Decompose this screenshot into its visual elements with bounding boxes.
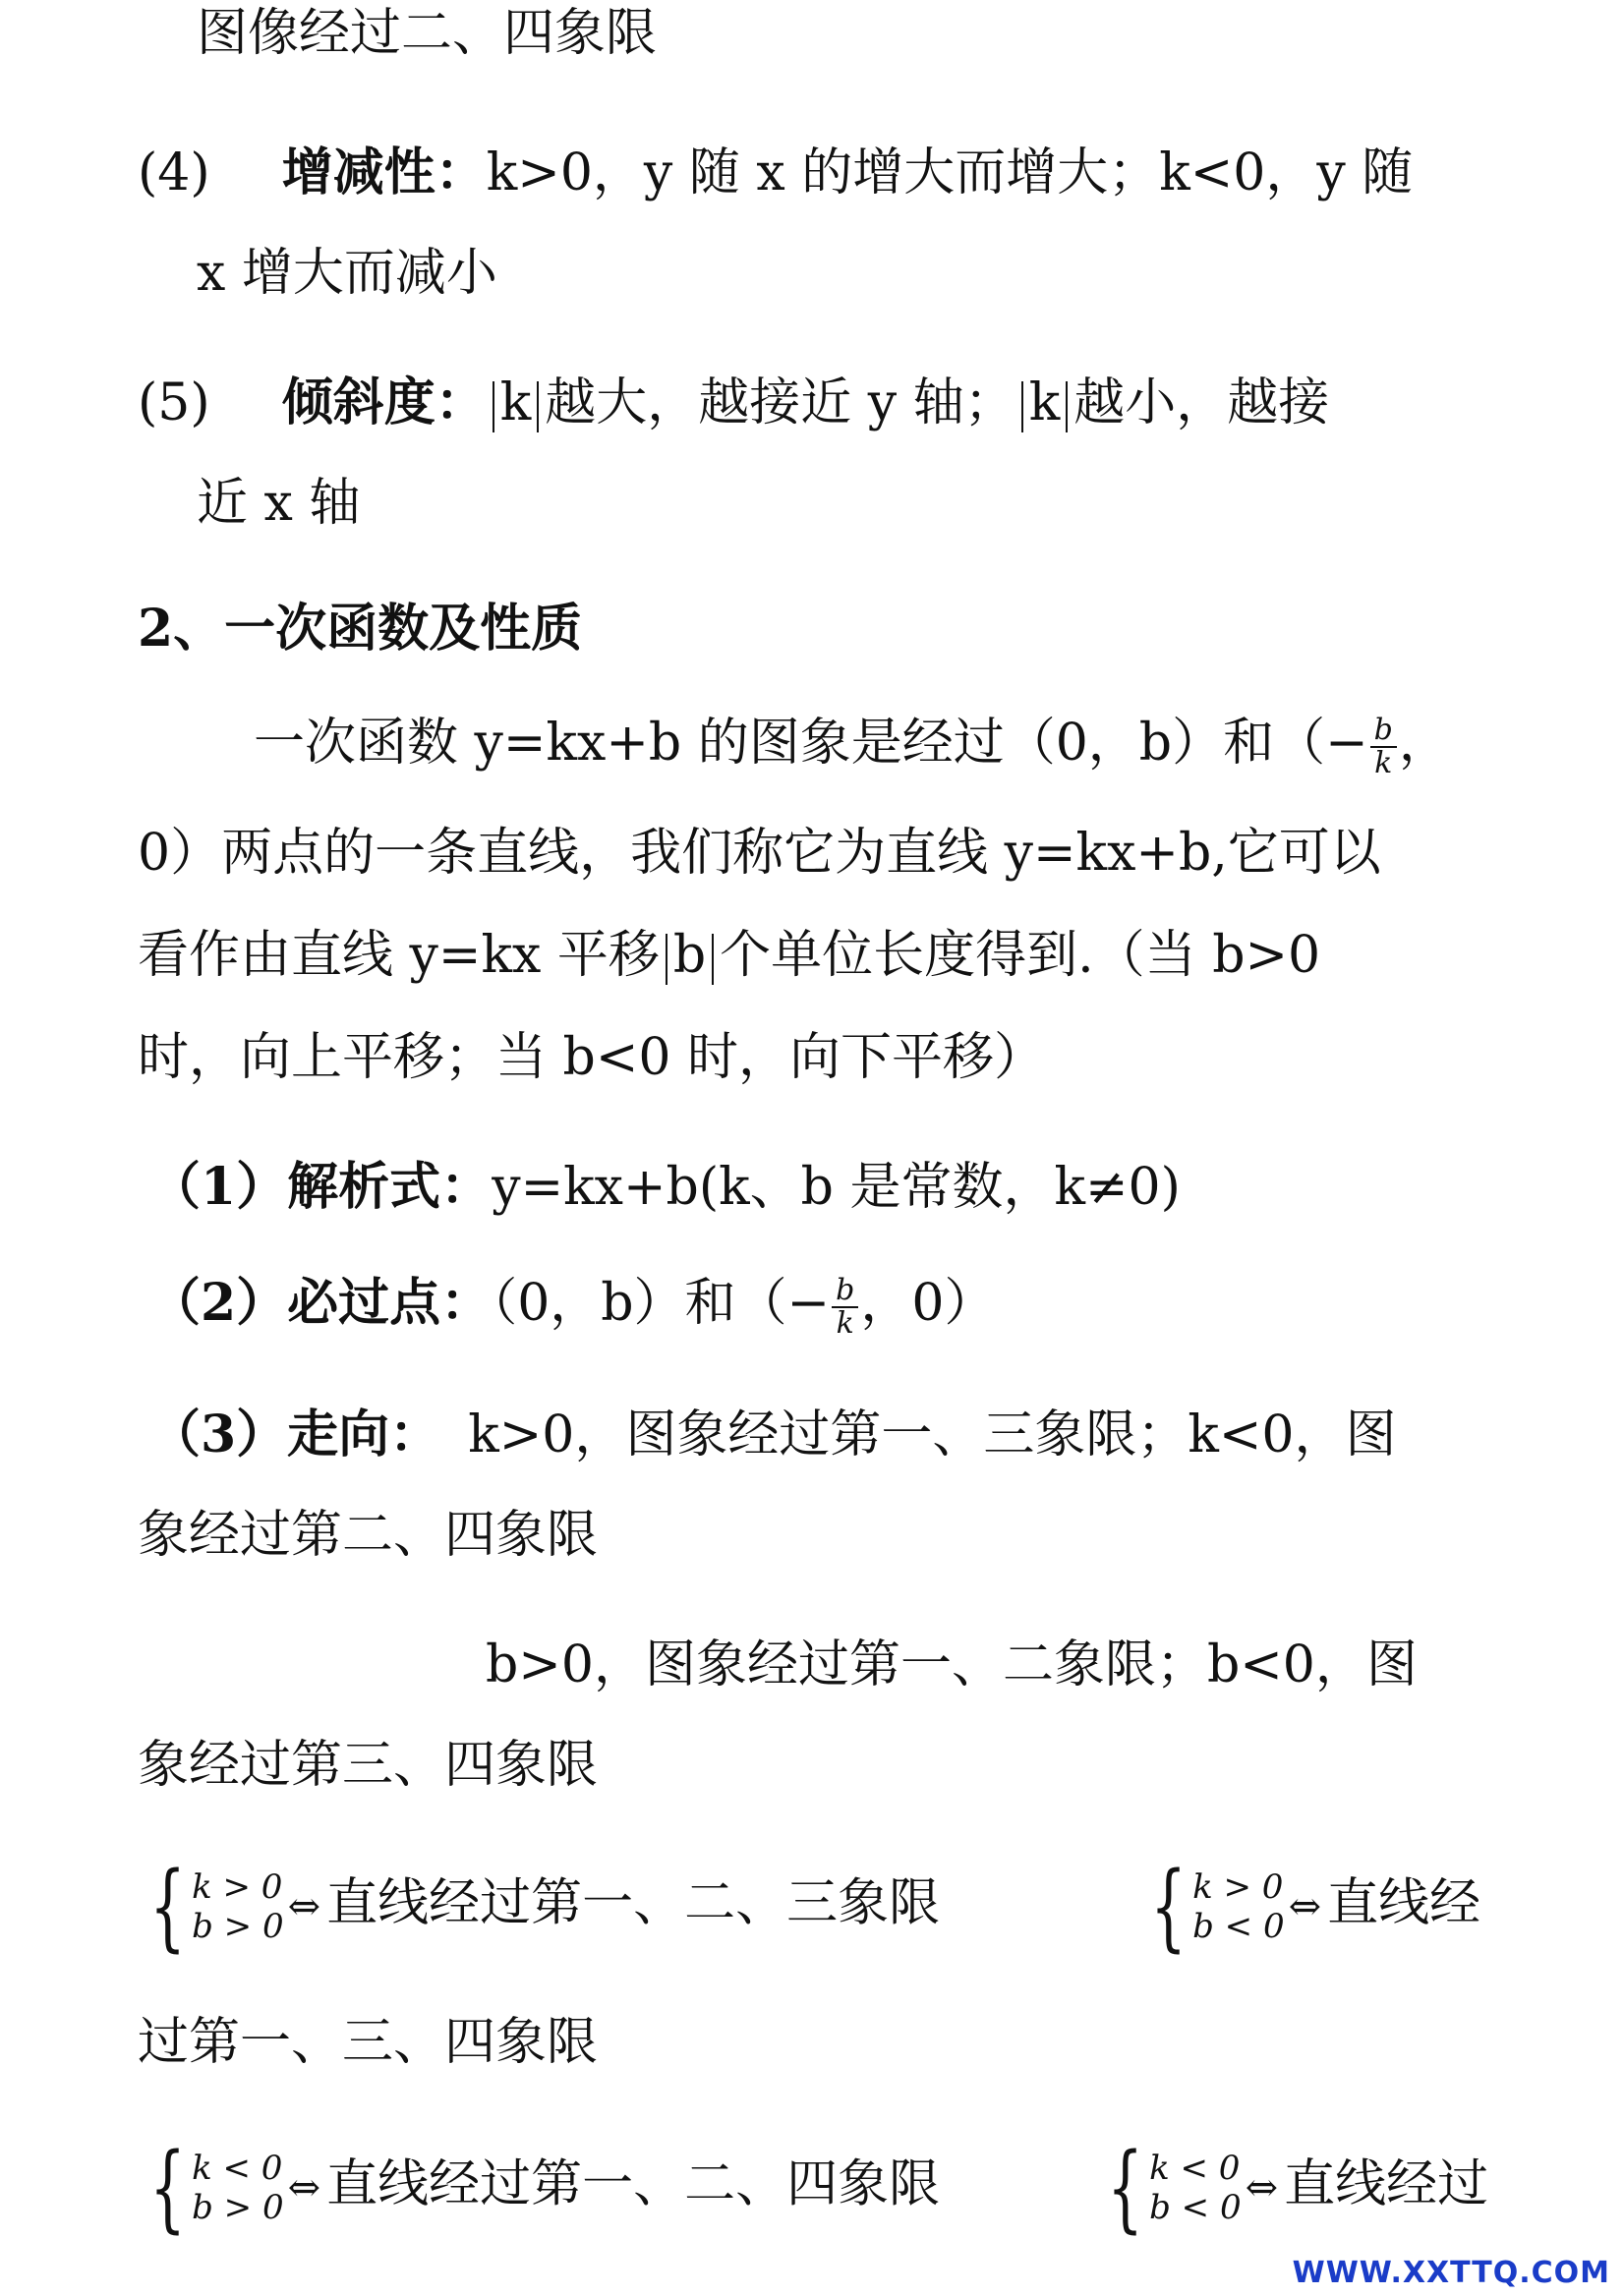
abs-k-2: k xyxy=(1028,373,1061,432)
point-3-b-text: b>0，图象经过第一、二象限；b<0，图 xyxy=(486,1636,1418,1694)
para-line-3 xyxy=(138,924,1320,987)
iff-symbol: ⇔ xyxy=(287,2165,321,2210)
point-2-label: （2）必过点： xyxy=(149,1273,493,1333)
item-4-continuation: x 增大而减小 xyxy=(197,244,497,303)
item-4-text: k>0，y 随 x 的增大而增大；k<0，y 随 xyxy=(486,144,1414,202)
system-3-text: 直线经过第一、二、四象限 xyxy=(326,2154,941,2214)
system-2-row-1: k > 0 xyxy=(1192,1867,1284,1907)
iff-symbol: ⇔ xyxy=(1245,2165,1279,2210)
item-5-label: 倾斜度： xyxy=(281,373,487,432)
fraction-2-numerator: b xyxy=(832,1275,858,1308)
item-4-number: (4) xyxy=(138,144,210,202)
para-line-3-text: 看作由直线 y=kx 平移 xyxy=(138,926,660,985)
point-3 xyxy=(149,1404,1397,1466)
abs-k-1: k xyxy=(499,373,532,432)
system-4-row-2: b < 0 xyxy=(1149,2188,1242,2227)
system-4-row-1: k < 0 xyxy=(1149,2149,1241,2188)
iff-symbol: ⇔ xyxy=(1288,1884,1322,1929)
point-3-b-continuation: 象经过第三、四象限 xyxy=(138,1736,599,1795)
fraction-b-over-k-2 xyxy=(832,1272,858,1341)
fraction-b-over-k xyxy=(1370,712,1397,780)
watermark: WWW.XXTTQ.COM xyxy=(1292,2256,1610,2290)
section-heading: 2、一次函数及性质 xyxy=(138,599,583,659)
point-2-text-a: （0，b）和（− xyxy=(492,1274,831,1333)
line-quadrants: 图像经过二、四象限 xyxy=(197,4,658,63)
item-5 xyxy=(138,372,1329,434)
para-line-1-end: ， xyxy=(1398,714,1450,773)
system-2: { k > 0 b < 0 ⇔ 直线经 xyxy=(1150,1852,1481,1962)
system-2-continuation: 过第一、三、四象限 xyxy=(138,2013,599,2072)
system-2-row-2: b < 0 xyxy=(1192,1907,1285,1946)
abs-b: b xyxy=(672,926,707,985)
point-2 xyxy=(149,1272,995,1340)
point-2-text-b: ，0） xyxy=(860,1274,996,1333)
para-line-1-text: 一次函数 y=kx+b 的图象是经过（0，b）和（− xyxy=(254,714,1368,773)
system-1-row-1: k > 0 xyxy=(192,1867,283,1907)
point-1 xyxy=(149,1156,1181,1219)
item-5-text-1: 越大，越接近 y 轴； xyxy=(545,373,1015,432)
system-1-row-2: b > 0 xyxy=(192,1907,284,1946)
item-4 xyxy=(138,142,1413,204)
item-4-label: 增减性： xyxy=(281,143,487,202)
fraction-numerator: b xyxy=(1370,715,1397,748)
point-3-text: k>0，图象经过第一、三象限；k<0，图 xyxy=(468,1406,1397,1464)
system-2-text: 直线经 xyxy=(1327,1873,1481,1933)
para-line-4: 时，向上平移；当 b<0 时，向下平移） xyxy=(138,1028,1046,1087)
system-3-row-2: b > 0 xyxy=(192,2188,284,2227)
point-3-continuation: 象经过第二、四象限 xyxy=(138,1506,599,1565)
iff-symbol: ⇔ xyxy=(287,1884,321,1929)
system-1-text: 直线经过第一、二、三象限 xyxy=(326,1873,941,1933)
system-1: { k > 0 b > 0 ⇔ 直线经过第一、二、三象限 xyxy=(149,1852,941,1962)
item-5-text-2: 越小，越接 xyxy=(1073,373,1330,432)
para-line-2: 0）两点的一条直线，我们称它为直线 y=kx+b,它可以 xyxy=(138,824,1381,883)
system-4: { k < 0 b < 0 ⇔ 直线经过 xyxy=(1107,2133,1489,2243)
fraction-2-denominator: k xyxy=(836,1305,854,1341)
fraction-denominator: k xyxy=(1374,745,1393,780)
item-5-continuation: 近 x 轴 xyxy=(197,474,361,533)
system-4-text: 直线经过 xyxy=(1284,2154,1489,2214)
para-line-3-end: 个单位长度得到.（当 b>0 xyxy=(720,926,1321,985)
system-3-row-1: k < 0 xyxy=(192,2149,283,2188)
item-5-number: (5) xyxy=(138,373,210,432)
point-1-text: y=kx+b(k、b 是常数，k≠0) xyxy=(492,1158,1181,1217)
point-3-label: （3）走向： xyxy=(149,1405,441,1464)
point-1-label: （1）解析式： xyxy=(149,1157,493,1217)
system-3: { k < 0 b > 0 ⇔ 直线经过第一、二、四象限 xyxy=(149,2133,941,2243)
para-line-1 xyxy=(254,712,1450,779)
